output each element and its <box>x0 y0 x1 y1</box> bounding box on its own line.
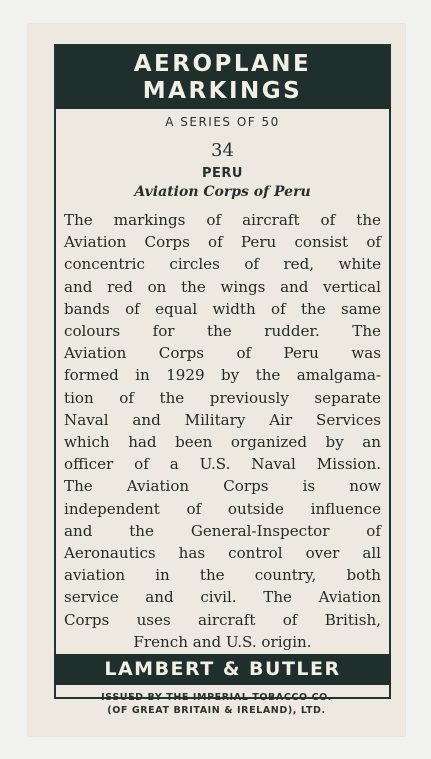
body-line: independent of outside influence <box>64 499 381 518</box>
body-line: Aeronautics has control over all <box>64 544 381 563</box>
body-line: tion of the previously separate <box>64 388 381 407</box>
body-line: Naval and Military Air Services <box>64 410 381 429</box>
body-line: and red on the wings and vertical <box>64 277 381 296</box>
issuer-line-1: ISSUED BY THE IMPERIAL TOBACCO CO. <box>101 692 332 703</box>
brand-banner: LAMBERT & BUTLER <box>54 654 391 685</box>
body-line: Aviation Corps of Peru consist of <box>64 233 381 252</box>
body-line: and the General-Inspector of <box>64 521 381 540</box>
header-title-line2: MARKINGS <box>142 78 303 104</box>
body-line: formed in 1929 by the amalgama- <box>64 366 381 385</box>
body-line: concentric circles of red, white <box>64 255 381 274</box>
body-line: Corps uses aircraft of British, <box>64 610 381 629</box>
body-line: service and civil. The Aviation <box>64 588 381 607</box>
header-banner <box>56 46 389 109</box>
card-number: 34 <box>211 140 234 161</box>
body-line: aviation in the country, both <box>64 566 381 585</box>
body-line: which had been organized by an <box>64 433 381 452</box>
body-line: The markings of aircraft of the <box>64 211 381 229</box>
subtitle: Aviation Corps of Peru <box>134 184 311 200</box>
body-line: officer of a U.S. Naval Mission. <box>64 455 381 474</box>
body-line: The Aviation Corps is now <box>64 477 381 496</box>
header-title-line1: AEROPLANE <box>133 51 312 77</box>
body-line: Aviation Corps of Peru was <box>64 344 381 363</box>
body-line: colours for the rudder. The <box>64 322 381 341</box>
series-label: A SERIES OF 50 <box>165 115 280 129</box>
cigarette-card <box>28 24 405 736</box>
body-line: bands of equal width of the same <box>64 299 381 318</box>
body-text <box>64 209 381 653</box>
country-title: PERU <box>202 166 243 181</box>
issuer-line-2: (OF GREAT BRITAIN & IRELAND), LTD. <box>107 705 326 716</box>
body-line-last: French and U.S. origin. <box>133 632 312 651</box>
card-frame <box>54 44 391 699</box>
